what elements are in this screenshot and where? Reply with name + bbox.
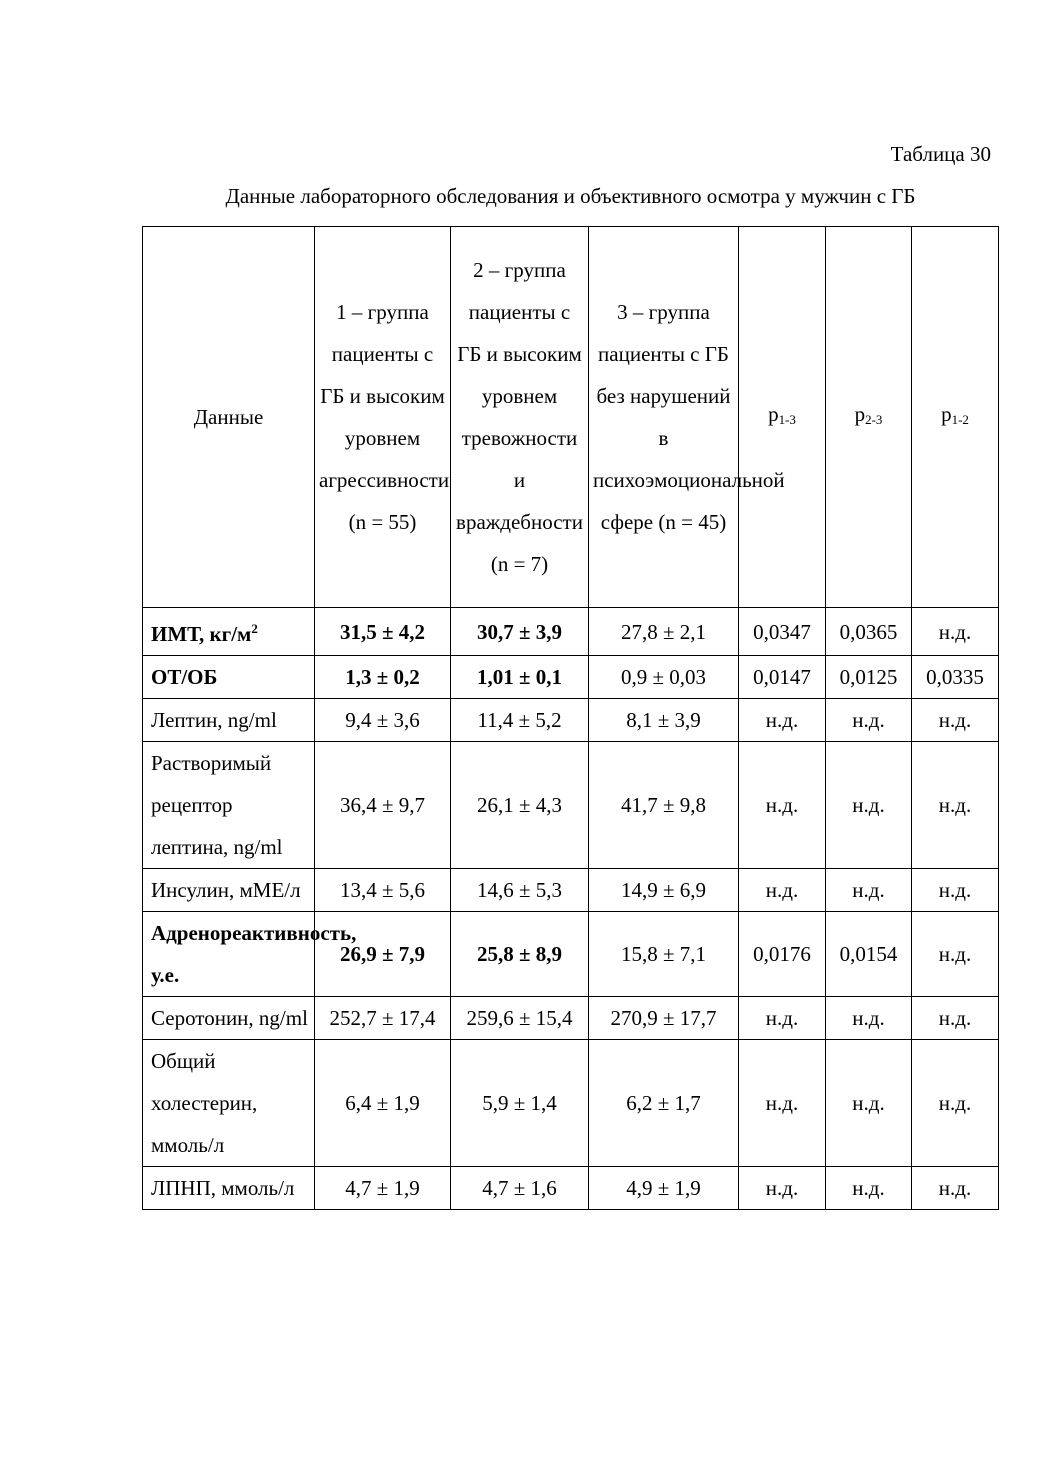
cell-g2: 25,8 ± 8,9	[451, 912, 589, 997]
row-label: ОТ/ОБ	[143, 656, 315, 699]
cell-p12: н.д.	[912, 1167, 999, 1210]
cell-p23: н.д.	[826, 699, 912, 742]
cell-g3: 4,9 ± 1,9	[589, 1167, 739, 1210]
cell-g3: 15,8 ± 7,1	[589, 912, 739, 997]
row-label: Лептин, ng/ml	[143, 699, 315, 742]
cell-g3: 8,1 ± 3,9	[589, 699, 739, 742]
table-row	[143, 1167, 999, 1210]
header-row	[143, 227, 999, 608]
cell-p13: н.д.	[739, 997, 826, 1040]
cell-p12: н.д.	[912, 742, 999, 869]
table-row	[143, 912, 999, 997]
cell-g1: 4,7 ± 1,9	[315, 1167, 451, 1210]
cell-p12: н.д.	[912, 997, 999, 1040]
cell-g1: 31,5 ± 4,2	[315, 608, 451, 656]
row-label: ЛПНП, ммоль/л	[143, 1167, 315, 1210]
cell-g2: 26,1 ± 4,3	[451, 742, 589, 869]
table-number: Таблица 30	[890, 142, 991, 166]
cell-p13: н.д.	[739, 699, 826, 742]
cell-g2: 1,01 ± 0,1	[451, 656, 589, 699]
row-label: ИМТ, $кг/м^2$	[143, 608, 315, 656]
cell-g1: 26,9 ± 7,9	[315, 912, 451, 997]
table-row	[143, 608, 999, 656]
table-row	[143, 699, 999, 742]
cell-g1: 36,4 ± 9,7	[315, 742, 451, 869]
cell-g2: 30,7 ± 3,9	[451, 608, 589, 656]
table-row	[143, 869, 999, 912]
cell-p23: н.д.	[826, 869, 912, 912]
cell-g2: 4,7 ± 1,6	[451, 1167, 589, 1210]
cell-g3: 27,8 ± 2,1	[589, 608, 739, 656]
cell-p23: н.д.	[826, 1167, 912, 1210]
data-table	[142, 226, 999, 1210]
cell-p12: н.д.	[912, 869, 999, 912]
header-p-2-3: $p_{2-3}$	[826, 227, 912, 608]
cell-g3: 270,9 ± 17,7	[589, 997, 739, 1040]
cell-p12: н.д.	[912, 608, 999, 656]
table-title: Данные лабораторного обследования и объективного осмотра у мужчин с ГБ	[225, 184, 916, 208]
table-row	[143, 742, 999, 869]
cell-g2: 14,6 ± 5,3	[451, 869, 589, 912]
cell-g1: 1,3 ± 0,2	[315, 656, 451, 699]
cell-p23: 0,0365	[826, 608, 912, 656]
cell-p12: 0,0335	[912, 656, 999, 699]
row-label: Адренореактивность, у.е.	[143, 912, 315, 997]
cell-p12: н.д.	[912, 699, 999, 742]
cell-g3: 41,7 ± 9,8	[589, 742, 739, 869]
cell-p23: н.д.	[826, 997, 912, 1040]
cell-p23: н.д.	[826, 1040, 912, 1167]
row-label: Серотонин, ng/ml	[143, 997, 315, 1040]
cell-p23: 0,0125	[826, 656, 912, 699]
cell-g1: 13,4 ± 5,6	[315, 869, 451, 912]
cell-g1: 6,4 ± 1,9	[315, 1040, 451, 1167]
cell-g2: 259,6 ± 15,4	[451, 997, 589, 1040]
header-group-1: 1 – группа пациенты с ГБ и высоким уровнем агрессивности (n = 55)	[315, 227, 451, 608]
header-data: Данные	[143, 227, 315, 608]
cell-p12: н.д.	[912, 1040, 999, 1167]
table-row	[143, 1040, 999, 1167]
header-group-2: 2 – группа пациенты с ГБ и высоким уровнем тревожности и враждебности (n = 7)	[451, 227, 589, 608]
row-label: Общий холестерин, ммоль/л	[143, 1040, 315, 1167]
cell-p13: 0,0347	[739, 608, 826, 656]
cell-g3: 6,2 ± 1,7	[589, 1040, 739, 1167]
cell-p13: н.д.	[739, 869, 826, 912]
table-row	[143, 656, 999, 699]
cell-p13: н.д.	[739, 1040, 826, 1167]
cell-g3: 0,9 ± 0,03	[589, 656, 739, 699]
cell-p12: н.д.	[912, 912, 999, 997]
cell-p23: н.д.	[826, 742, 912, 869]
cell-g1: 252,7 ± 17,4	[315, 997, 451, 1040]
header-group-3: 3 – группа пациенты с ГБ без нарушений в психоэмоциональной сфере (n = 45)	[589, 227, 739, 608]
row-label: Растворимый рецептор лептина, ng/ml	[143, 742, 315, 869]
cell-g3: 14,9 ± 6,9	[589, 869, 739, 912]
row-label: Инсулин, мМЕ/л	[143, 869, 315, 912]
cell-p13: 0,0147	[739, 656, 826, 699]
cell-p13: 0,0176	[739, 912, 826, 997]
cell-p13: н.д.	[739, 1167, 826, 1210]
cell-p23: 0,0154	[826, 912, 912, 997]
header-p-1-2: $p_{1-2}$	[912, 227, 999, 608]
cell-g2: 11,4 ± 5,2	[451, 699, 589, 742]
cell-g1: 9,4 ± 3,6	[315, 699, 451, 742]
cell-g2: 5,9 ± 1,4	[451, 1040, 589, 1167]
table-row	[143, 997, 999, 1040]
header-p-1-3: $p_{1-3}$	[739, 227, 826, 608]
cell-p13: н.д.	[739, 742, 826, 869]
